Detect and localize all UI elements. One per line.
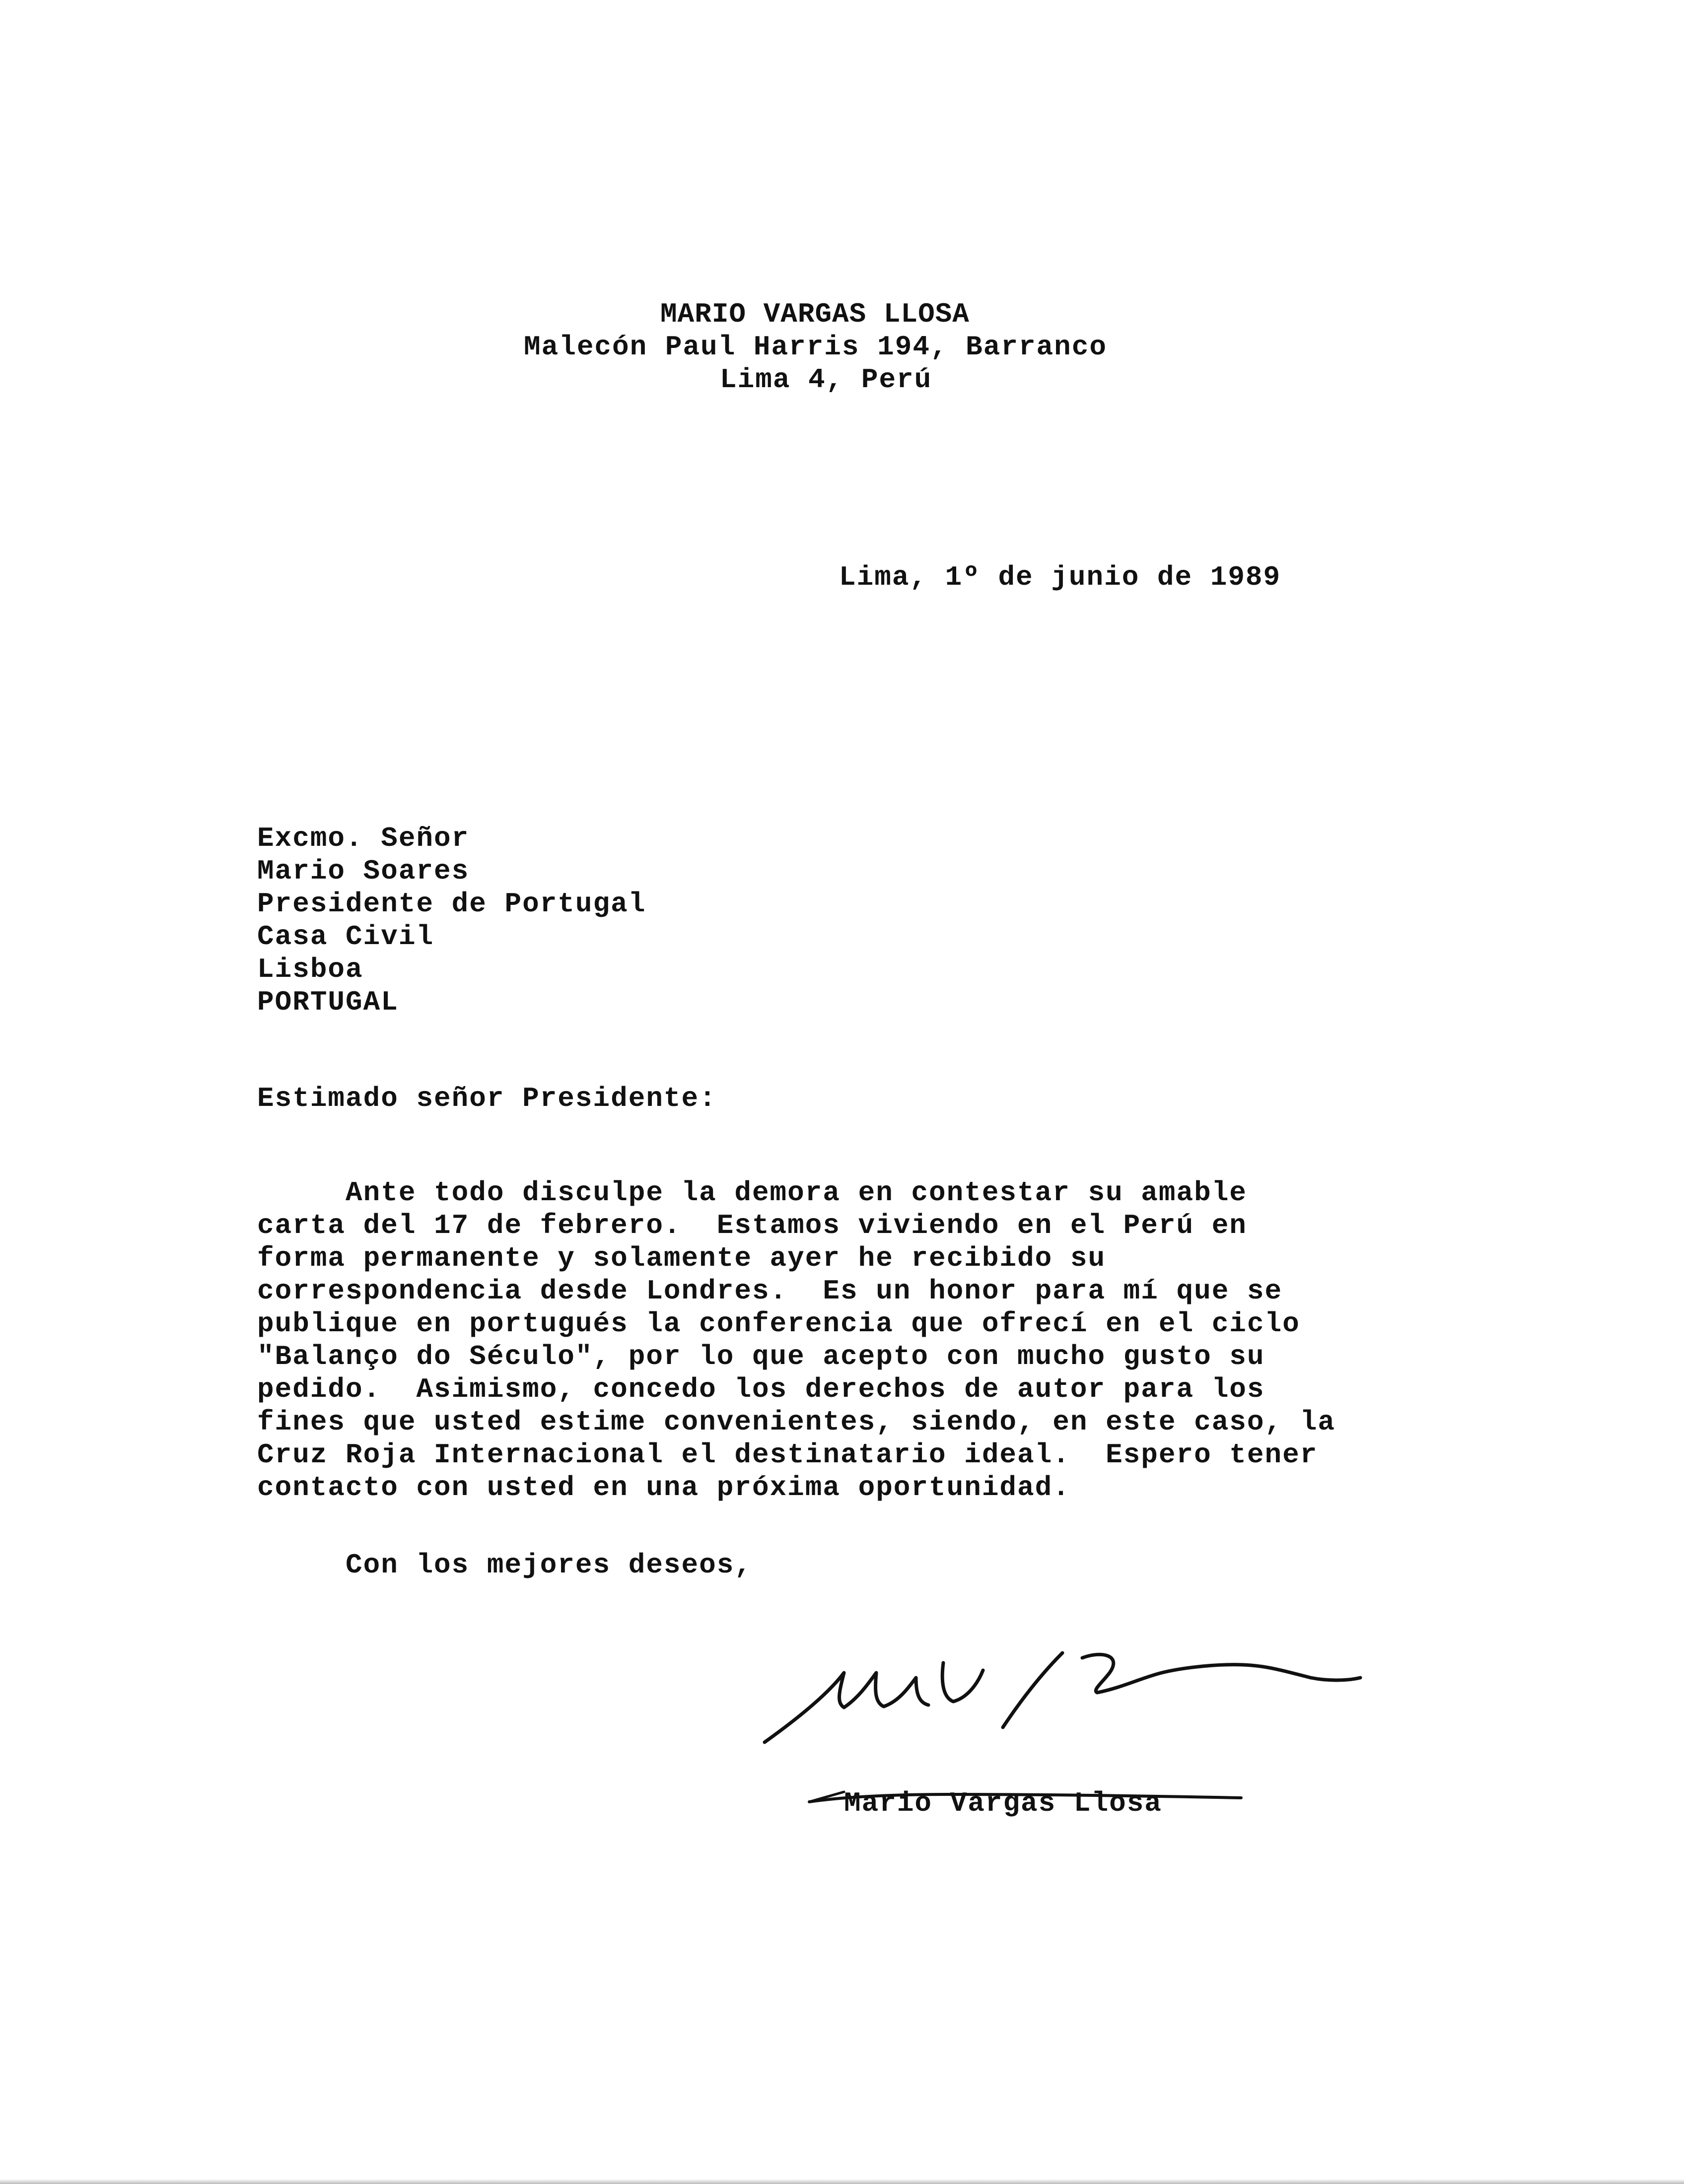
letterhead-name: MARIO VARGAS LLOSA [660,298,970,330]
body-line: pedido. Asimismo, concedo los derechos de autor para los [257,1373,1265,1405]
letterhead-address-line2: Lima 4, Perú [720,364,932,396]
body-line: fines que usted estime convenientes, siendo, en este caso, la [257,1406,1335,1438]
letterhead-address-line1: Malecón Paul Harris 194, Barranco [524,331,1107,363]
signature-name: Mario Vargas Llosa [844,1787,1162,1819]
letter-date: Lima, 1º de junio de 1989 [839,561,1281,593]
body-line: contacto con usted en una próxima oportunidad. [257,1472,1070,1503]
recipient-line: Casa Civil [257,921,434,953]
body-line: Cruz Roja Internacional el destinatario ideal. Espero tener [257,1439,1318,1471]
recipient-line: PORTUGAL [257,986,399,1018]
body-line: "Balanço do Século", por lo que acepto con mucho gusto su [257,1341,1265,1372]
body-line: publique en portugués la conferencia que ofrecí en el ciclo [257,1308,1300,1340]
body-line: correspondencia desde Londres. Es un honor para mí que se [257,1275,1283,1307]
salutation: Estimado señor Presidente: [257,1083,717,1114]
recipient-line: Presidente de Portugal [257,888,646,920]
recipient-line: Mario Soares [257,855,470,887]
recipient-line: Excmo. Señor [257,822,470,854]
closing: Con los mejores deseos, [257,1549,752,1581]
body-line: Ante todo disculpe la demora en contestar su amable [257,1177,1247,1209]
recipient-line: Lisboa [257,954,363,985]
body-line: carta del 17 de febrero. Estamos viviendo en el Perú en [257,1210,1247,1241]
body-line: forma permanente y solamente ayer he recibido su [257,1242,1106,1274]
scan-edge-shadow [0,2179,1684,2184]
